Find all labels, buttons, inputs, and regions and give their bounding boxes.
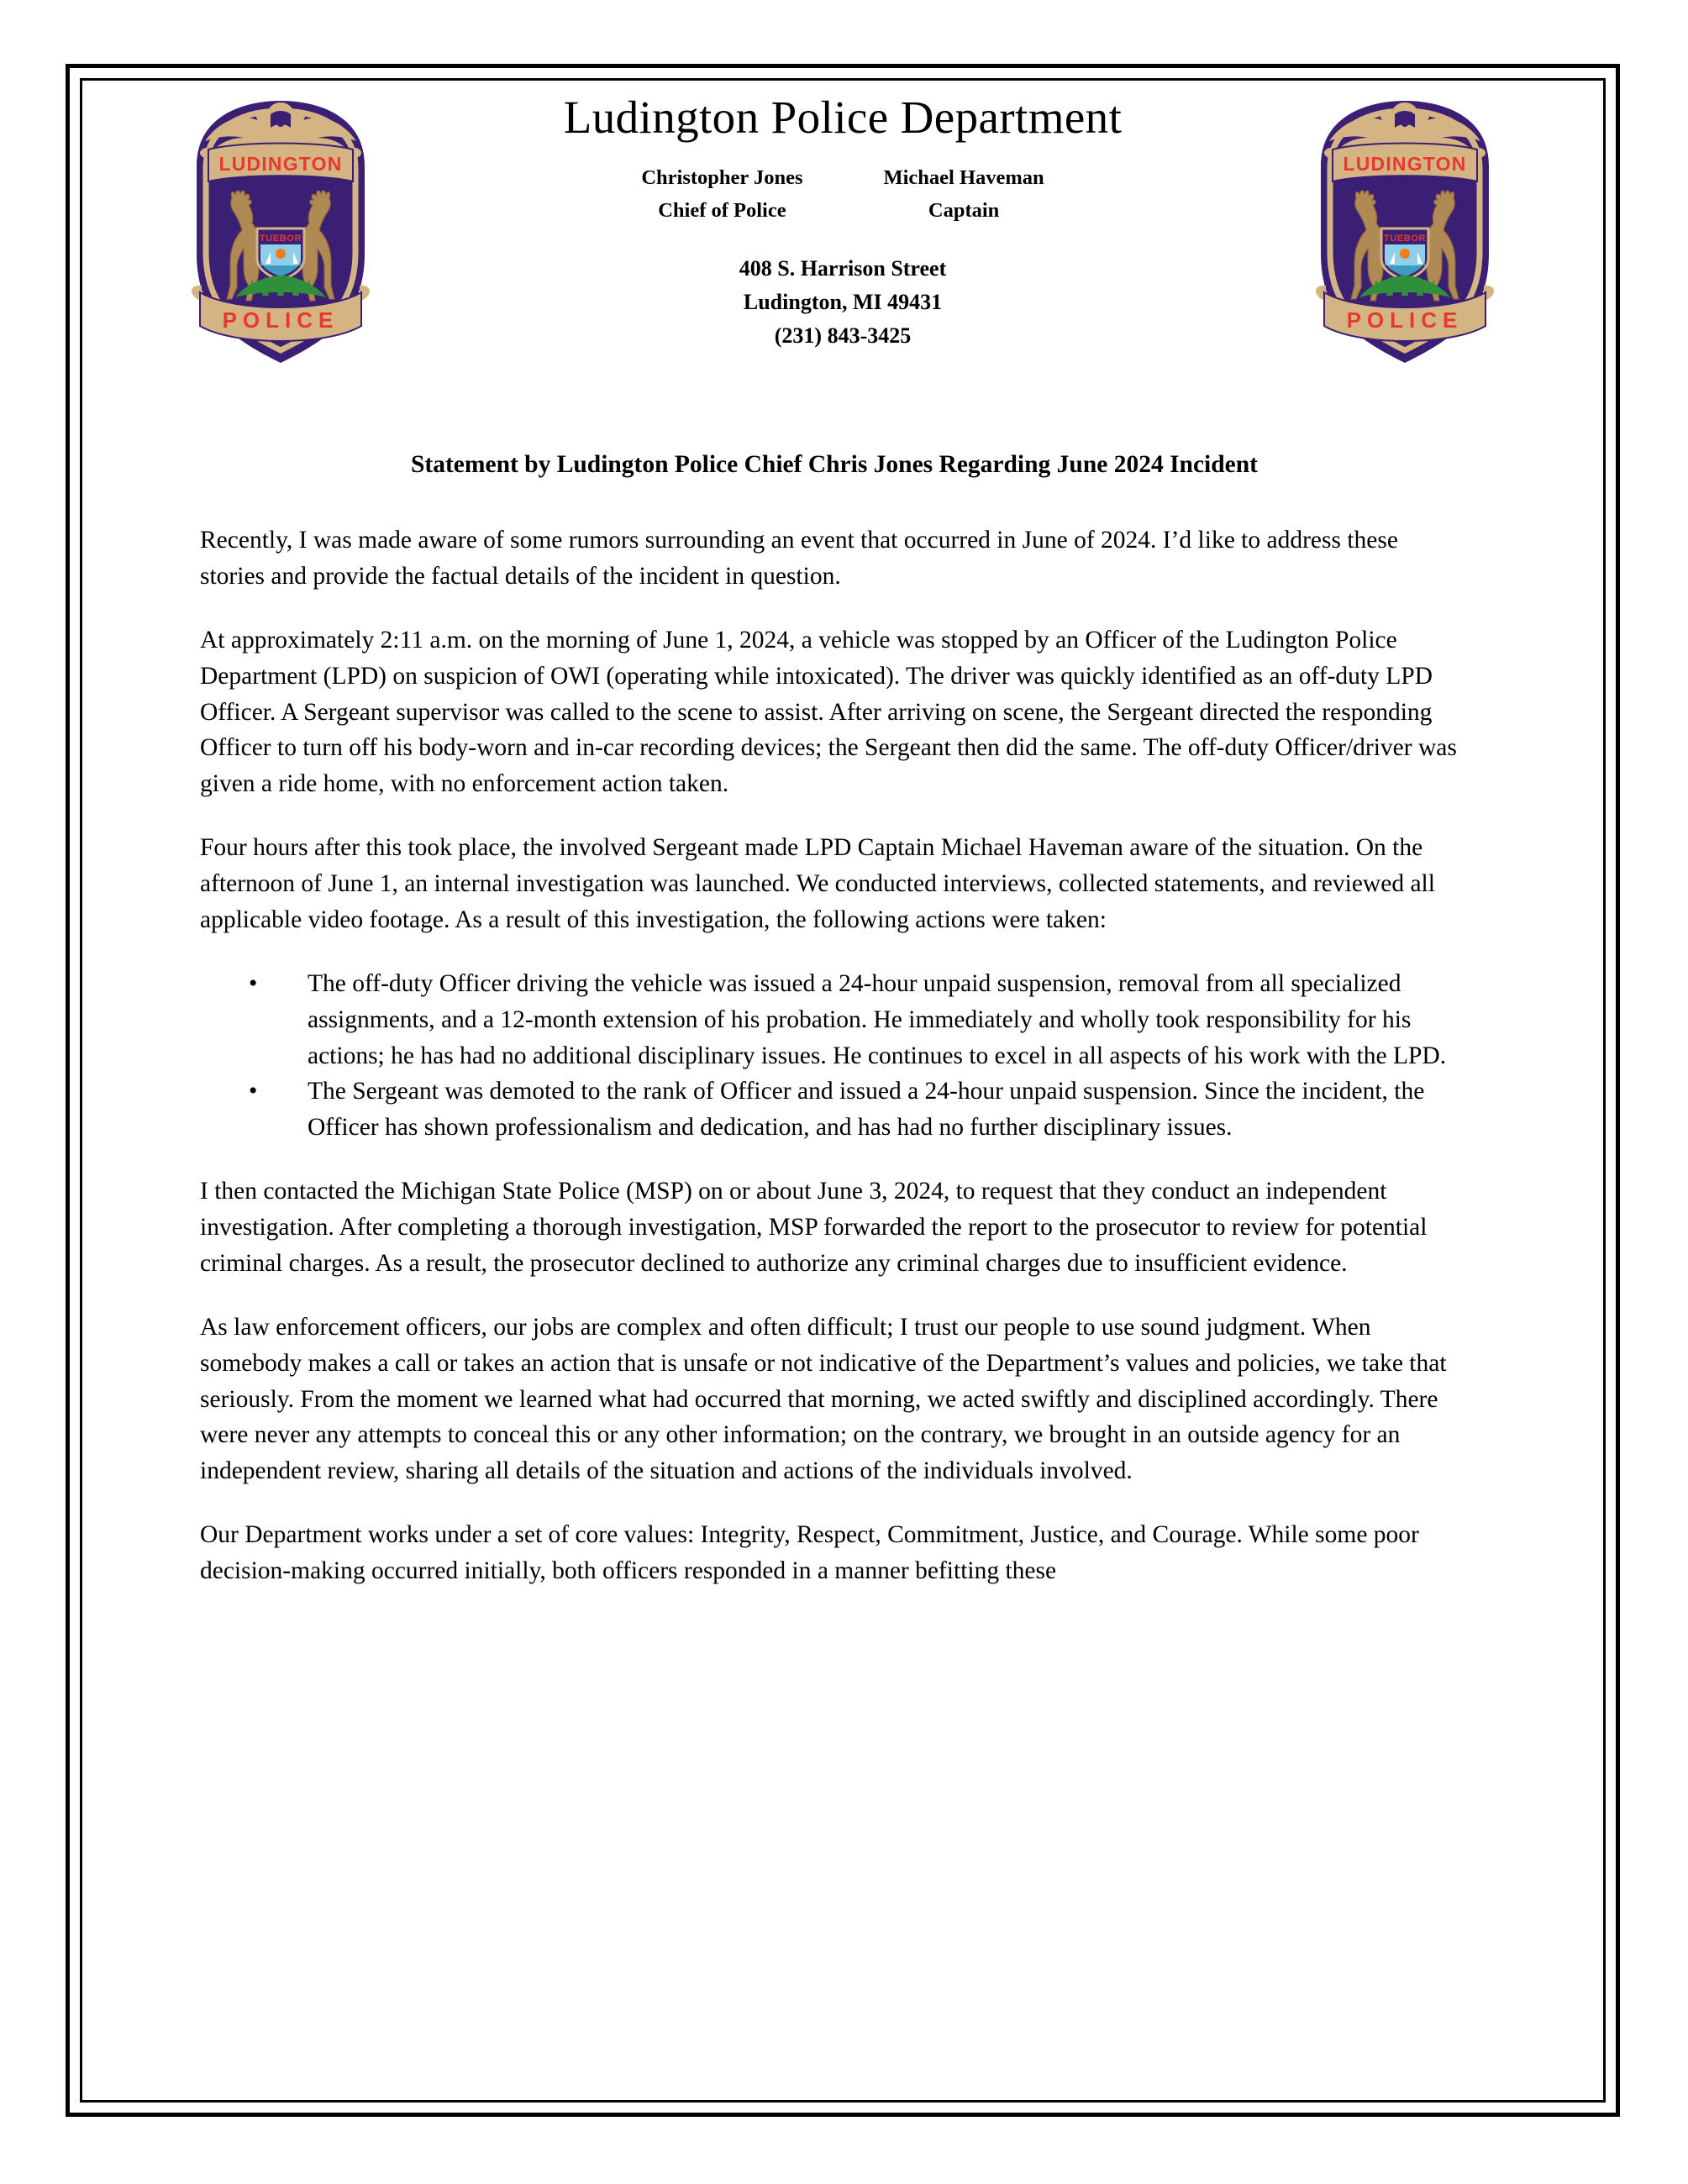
department-title: Ludington Police Department [563, 92, 1123, 143]
officer-captain [883, 162, 1044, 227]
list-item [200, 1074, 1469, 1145]
actions-list [200, 966, 1469, 1145]
list-item [200, 966, 1469, 1074]
paragraph-investigation: Four hours after this took place, the involved Sergeant made LPD Captain Michael Haveman aware of the situation. On the afternoon of June 1, an internal investigation was launched. We conducted interviews, collected statements, and reviewed all applicable video footage. As a result of this investigation, the following actions were taken: [200, 834, 1435, 933]
officer-chief-name: Christopher Jones [641, 166, 803, 189]
paragraph-reflection: As law enforcement officers, our jobs are complex and often difficult; I trust our people to use sound judgment. When somebody makes a call or takes an action that is unsafe or not indicative of the Department’s values and policies, we take that seriously. From the moment we learned what had occurred that morning, we acted swiftly and disciplined accordingly. There were never any attempts to conceal this or any other information; on the contrary, we brought in an outside agency for an independent review, sharing all details of the situation and actions of the individuals involved. [200, 1314, 1447, 1484]
officers-row [420, 162, 1265, 227]
letterhead [101, 82, 1585, 418]
paragraph-msp: I then contacted the Michigan State Police (MSP) on or about June 3, 2024, to request that they conduct an independent investigation. After completing a thorough investigation, MSP forwarded the report to the prosecutor to review for potential criminal charges. As a result, the prosecutor declined to authorize any criminal charges due to insufficient evidence. [200, 1178, 1428, 1277]
paragraph-intro: Recently, I was made aware of some rumors surrounding an event that occurred in June of 2024. I’d like to address these stories and provide the factual details of the incident in question. [200, 527, 1398, 590]
list-item-text: The off-duty Officer driving the vehicle was issued a 24-hour unpaid suspension, removal from all specialized assignments, and a 12-month extension of his probation. He immediately and wholly took responsibility for his actions; he has had no additional disciplinary issues. He continues to excel in all aspects of his work with the LPD. [308, 970, 1447, 1069]
address-city-state-zip: Ludington, MI 49431 [743, 290, 943, 315]
paragraph-incident: At approximately 2:11 a.m. on the morning of June 1, 2024, a vehicle was stopped by an Officer of the Ludington Police Department (LPD) on suspicion of OWI (operating while intoxicated). The driver was quickly identified as an off-duty LPD Officer. A Sergeant supervisor was called to the scene to assist. After arriving on scene, the Sergeant directed the responding Officer to turn off his body-worn and in-car recording devices; the Sergeant then did the same. The off-duty Officer/driver was given a ride home, with no enforcement action taken. [200, 627, 1457, 797]
bullet-icon: • [249, 970, 258, 998]
address-street: 408 S. Harrison Street [739, 256, 947, 281]
police-badge-left-icon [171, 89, 390, 366]
officer-captain-rank: Captain [928, 198, 1000, 222]
police-badge-right-icon [1296, 89, 1514, 366]
list-item-text: The Sergeant was demoted to the rank of Officer and issued a 24-hour unpaid suspension. Since the incident, the Officer has shown professionalism and dedication, and has had no further disciplinary issues. [308, 1078, 1425, 1141]
officer-captain-name: Michael Haveman [883, 166, 1044, 189]
statement-title: Statement by Ludington Police Chief Chris Jones Regarding June 2024 Incident [411, 451, 1258, 478]
letterhead-text [420, 82, 1265, 353]
bullet-icon: • [249, 1078, 258, 1105]
address-phone: (231) 843-3425 [774, 323, 912, 348]
officer-chief-rank: Chief of Police [658, 198, 786, 222]
statement-body [200, 522, 1469, 1589]
paragraph-core-values: Our Department works under a set of core values: Integrity, Respect, Commitment, Justice, and Courage. While some poor decision-making occurred initially, both officers responded in a manner befitting these [200, 1521, 1419, 1584]
address-block [420, 252, 1265, 352]
officer-chief [641, 162, 802, 227]
